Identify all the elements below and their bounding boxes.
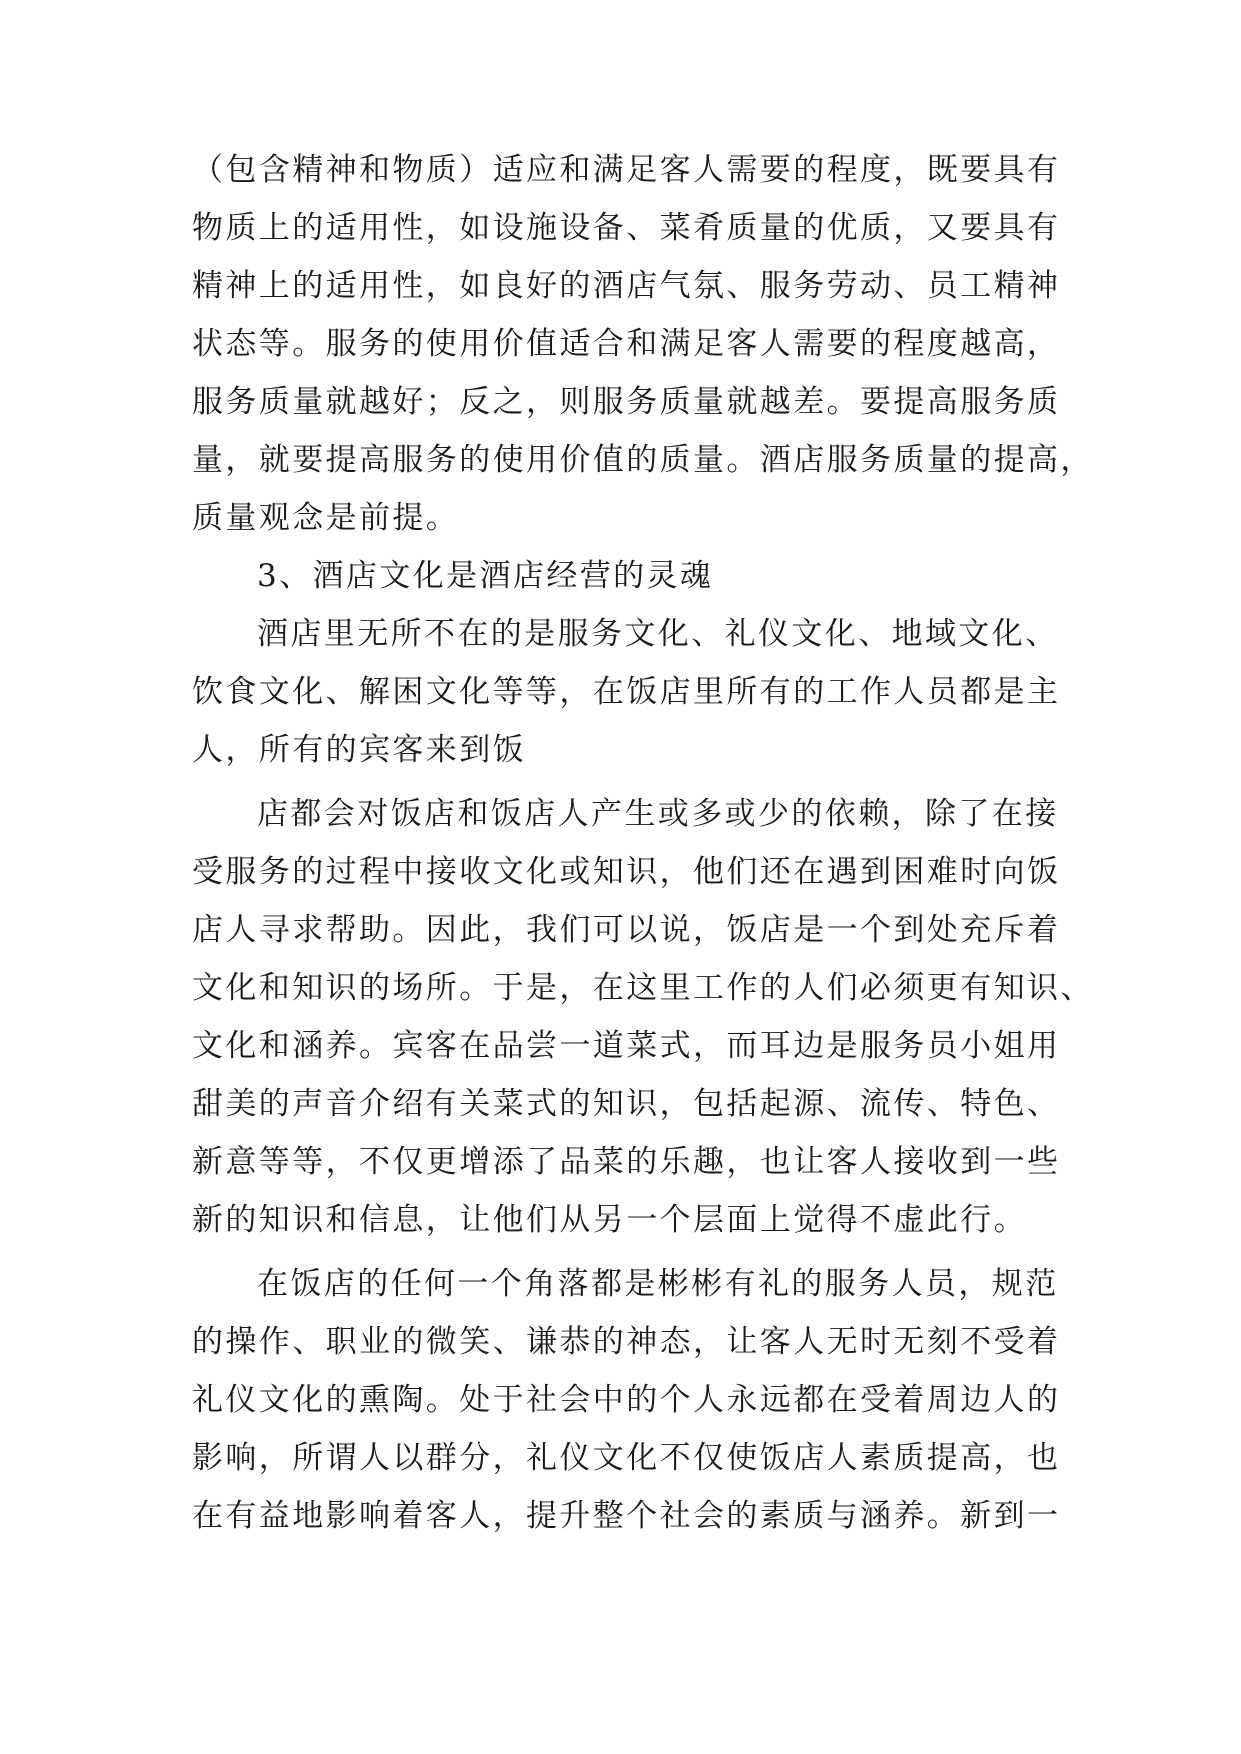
text-line: 在有益地影响着客人，提升整个社会的素质与涵养。新到一: [192, 1498, 1061, 1534]
text-line: 文化和知识的场所。于是，在这里工作的人们必须更有知识、: [192, 970, 1094, 1006]
text-line: 人，所有的宾客来到饭: [192, 732, 526, 768]
text-line: 甜美的声音介绍有关菜式的知识，包括起源、流传、特色、: [192, 1086, 1061, 1122]
section-heading: 3、酒店文化是酒店经营的灵魂: [257, 558, 714, 594]
text-line: 礼仪文化的熏陶。处于社会中的个人永远都在受着周边人的: [192, 1382, 1061, 1418]
text-line: 量，就要提高服务的使用价值的质量。酒店服务质量的提高，: [192, 442, 1094, 478]
text-line: 物质上的适用性，如设施设备、菜肴质量的优质，又要具有: [192, 210, 1061, 246]
text-line: 状态等。服务的使用价值适合和满足客人需要的程度越高，: [192, 326, 1061, 362]
text-line: 影响，所谓人以群分，礼仪文化不仅使饭店人素质提高，也: [192, 1440, 1061, 1476]
text-line: 店人寻求帮助。因此，我们可以说，饭店是一个到处充斥着: [192, 912, 1061, 948]
text-line: （包含精神和物质）适应和满足客人需要的程度，既要具有: [192, 152, 1061, 188]
text-line: 质量观念是前提。: [192, 500, 460, 536]
text-line: 新意等等，不仅更增添了品菜的乐趣，也让客人接收到一些: [192, 1144, 1061, 1180]
paragraph-start: 在饭店的任何一个角落都是彬彬有礼的服务人员，规范: [257, 1266, 1059, 1302]
paragraph-start: 酒店里无所不在的是服务文化、礼仪文化、地域文化、: [257, 616, 1059, 652]
text-line: 精神上的适用性，如良好的酒店气氛、服务劳动、员工精神: [192, 268, 1061, 304]
text-line: 的操作、职业的微笑、谦恭的神态，让客人无时无刻不受着: [192, 1324, 1061, 1360]
text-line: 服务质量就越好；反之，则服务质量就越差。要提高服务质: [192, 384, 1061, 420]
text-line: 饮食文化、解困文化等等，在饭店里所有的工作人员都是主: [192, 674, 1061, 710]
text-line: 受服务的过程中接收文化或知识，他们还在遇到困难时向饭: [192, 854, 1061, 890]
text-line: 新的知识和信息，让他们从另一个层面上觉得不虚此行。: [192, 1202, 1027, 1238]
paragraph-start: 店都会对饭店和饭店人产生或多或少的依赖，除了在接: [257, 796, 1059, 832]
text-line: 文化和涵养。宾客在品尝一道菜式，而耳边是服务员小姐用: [192, 1028, 1061, 1064]
